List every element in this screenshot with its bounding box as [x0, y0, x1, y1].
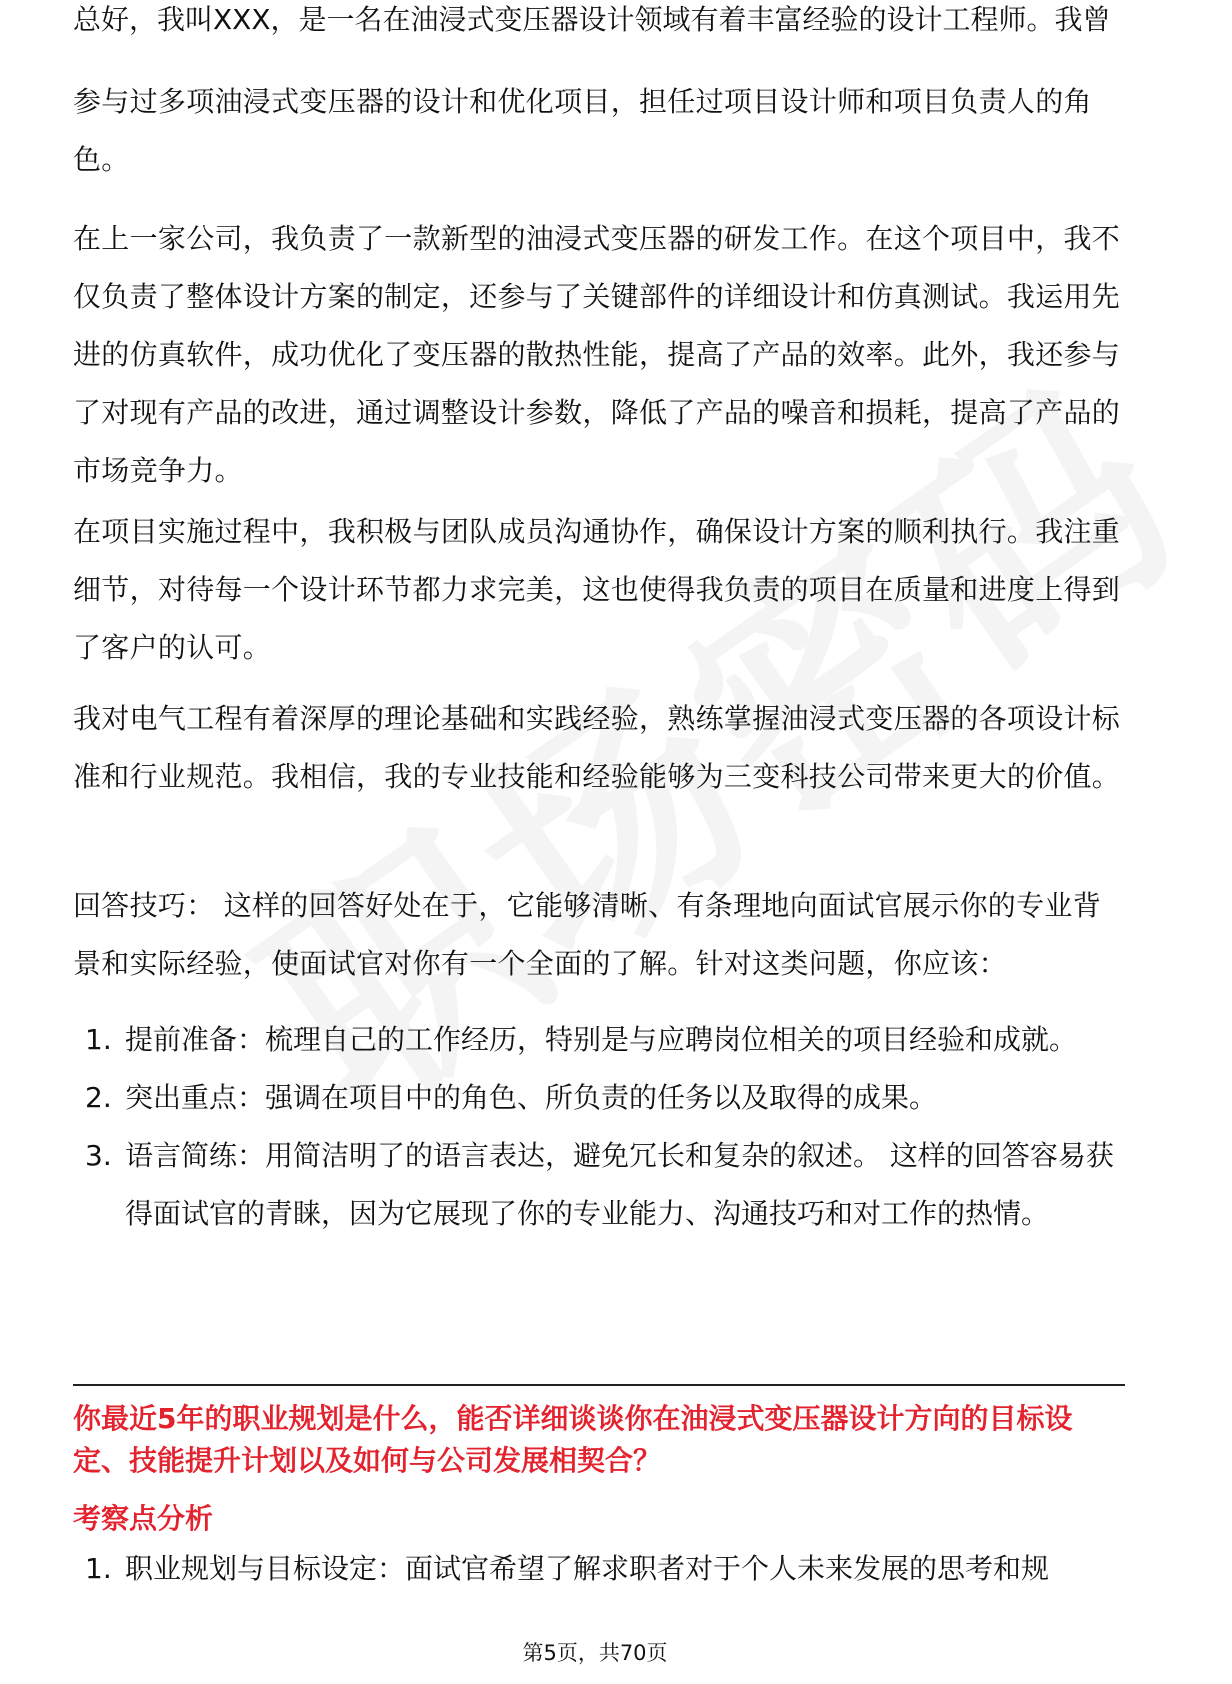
analysis-list	[73, 1540, 1125, 1598]
list-item: 1. 提前准备：梳理自己的工作经历，特别是与应聘岗位相关的项目经验和成就。	[85, 1023, 1078, 1056]
list-item: 1. 职业规划与目标设定：面试官希望了解求职者对于个人未来发展的思考和规	[85, 1552, 1050, 1585]
paragraph-teamwork: 在项目实施过程中，我积极与团队成员沟通协作，确保设计方案的顺利执行。我注重细节，对待每一个设计环节都力求完美，这也使得我负责的项目在质量和进度上得到了客户的认可。	[73, 515, 1121, 664]
list-item: 2. 突出重点：强调在项目中的角色、所负责的任务以及取得的成果。	[85, 1081, 938, 1114]
interview-question: 你最近5年的职业规划是什么，能否详细谈谈你在油浸式变压器设计方向的目标设定、技能提升计划以及如何与公司发展相契合？	[73, 1402, 1073, 1477]
page-number-footer: 第5页，共70页	[522, 1641, 668, 1665]
paragraph-expertise: 我对电气工程有着深厚的理论基础和实践经验，熟练掌握油浸式变压器的各项设计标准和行业规范。我相信，我的专业技能和经验能够为三变科技公司带来更大的价值。	[73, 702, 1121, 793]
cut-off-text-line: 总好，我叫XXX，是一名在油浸式变压器设计领域有着丰富经验的设计工程师。我曾	[73, 3, 1111, 36]
paragraph-answer-tips: 回答技巧： 这样的回答好处在于，它能够清晰、有条理地向面试官展示你的专业背景和实际经验，使面试官对你有一个全面的了解。针对这类问题，你应该：	[73, 889, 1102, 980]
list-item: 3. 语言简练：用简洁明了的语言表达，避免冗长和复杂的叙述。 这样的回答容易获得面试官的青睐，因为它展现了你的专业能力、沟通技巧和对工作的热情。	[85, 1139, 1114, 1230]
paragraph-intro-continued: 参与过多项油浸式变压器的设计和优化项目，担任过项目设计师和项目负责人的角色。	[73, 85, 1092, 176]
tips-list	[73, 1011, 1125, 1243]
section-divider	[73, 1384, 1125, 1386]
analysis-heading: 考察点分析	[73, 1502, 214, 1535]
paragraph-project-experience: 在上一家公司，我负责了一款新型的油浸式变压器的研发工作。在这个项目中，我不仅负责了整体设计方案的制定，还参与了关键部件的详细设计和仿真测试。我运用先进的仿真软件，成功优化了变压器的散热性能，提高了产品的效率。此外，我还参与了对现有产品的改进，通过调整设计参数，降低了产品的噪音和损耗，提高了产品的市场竞争力。	[73, 222, 1121, 487]
